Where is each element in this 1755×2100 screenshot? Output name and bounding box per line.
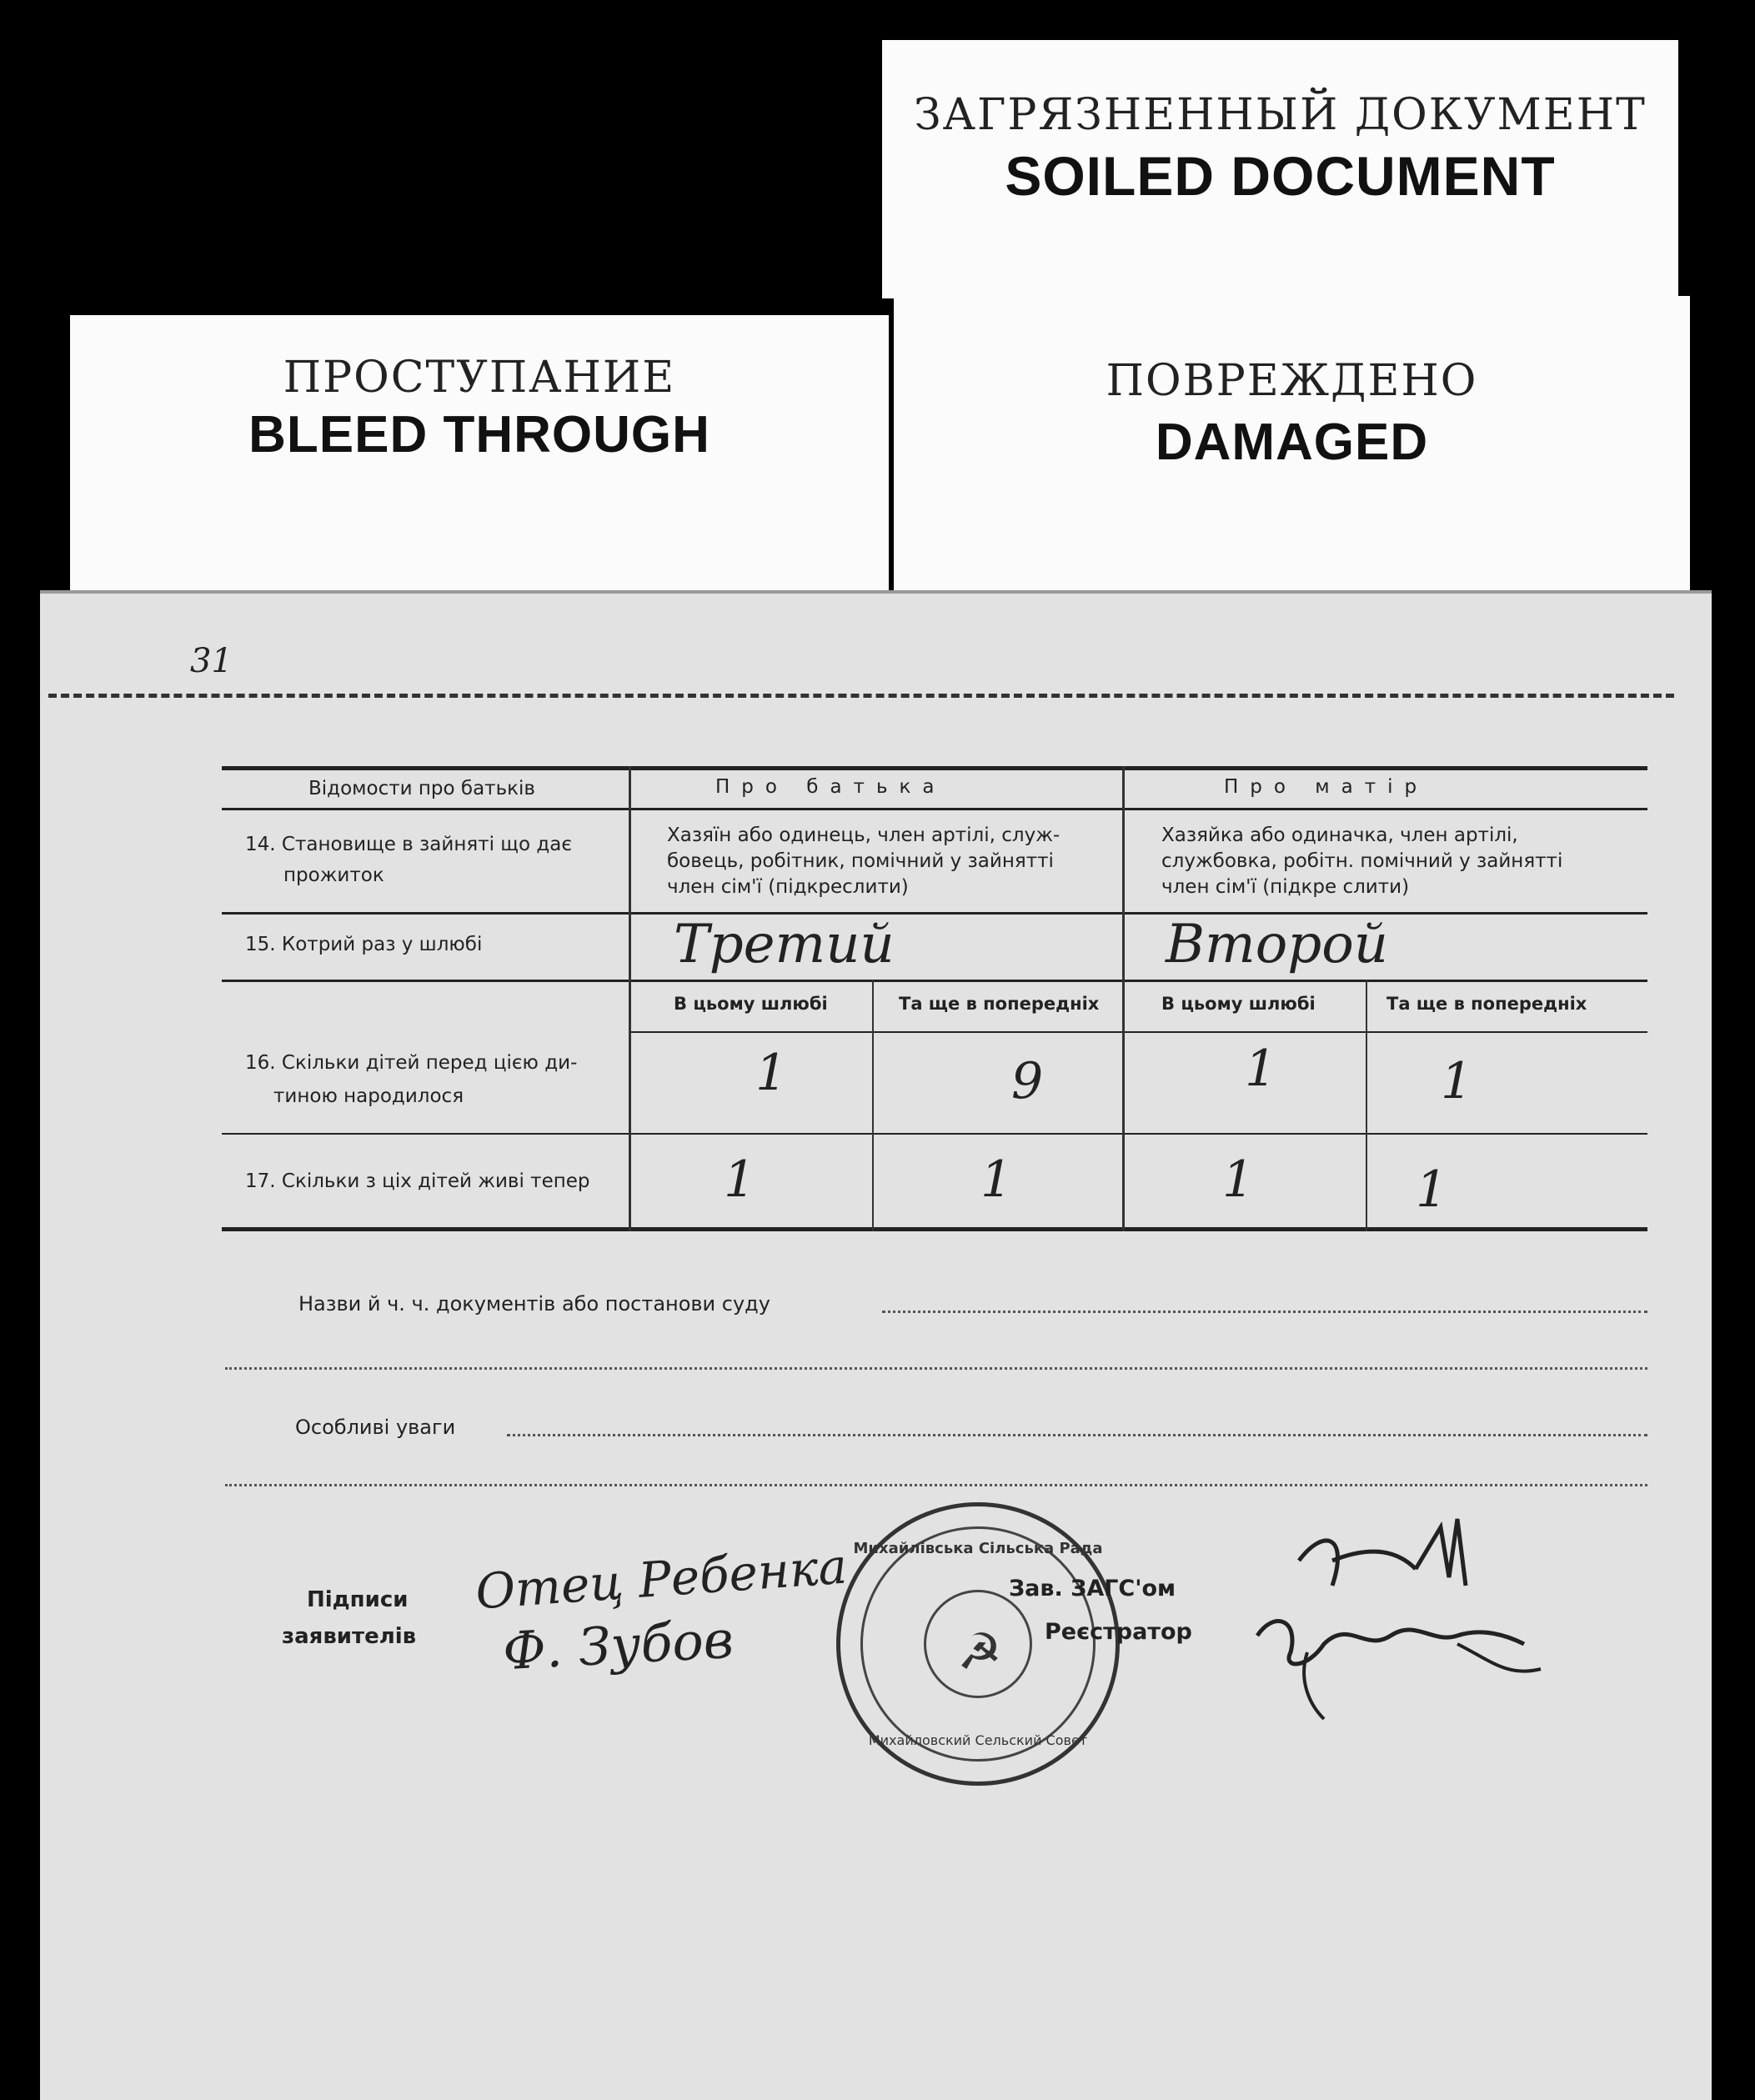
signatures-label-2: заявителів — [282, 1624, 417, 1649]
row14-mother-line3: член сім'ї (підкре слити) — [1161, 876, 1410, 898]
row14-father-line2: бовець, робітник, помічний у зайнятті — [667, 850, 1054, 872]
row14-father-options — [667, 823, 1060, 900]
bleed-ru-label: ПРОСТУПАНИЕ — [283, 353, 676, 403]
registrar-label: Реєстратор — [1045, 1619, 1192, 1645]
perforation-line — [48, 694, 1674, 698]
row14-mother-line1: Хазяйка або одиначка, член артілі, — [1161, 824, 1518, 846]
subheader-father-previous: Та ще в попередніх — [899, 994, 1100, 1014]
applicant-signature-1: Отец Ребенка — [474, 1537, 850, 1621]
row17-father-previous: 1 — [980, 1150, 1013, 1209]
documents-label: Назви й ч. ч. документів або постанови суду — [298, 1292, 770, 1316]
hammer-sickle-icon: ☭ — [957, 1623, 1002, 1682]
soiled-ru-label: ЗАГРЯЗНЕННЫЙ ДОКУМЕНТ — [914, 90, 1647, 140]
row15-mother-value: Второй — [1166, 914, 1388, 975]
row14-mother-line2: службовка, робітн. помічний у зайнятті — [1161, 850, 1563, 872]
bleed-through-card — [70, 315, 889, 603]
signatures-label: Підписи — [307, 1587, 409, 1612]
zags-head-label: Зав. ЗАГС'ом — [1009, 1576, 1176, 1601]
row14-label-2: прожиток — [283, 865, 384, 886]
row14-label: 14. Становище в зайняті що дає — [245, 834, 572, 855]
table-top-rule — [222, 766, 1647, 770]
bleed-en-label: BLEED THROUGH — [248, 406, 710, 464]
subheader-mother-current: В цьому шлюбі — [1161, 994, 1316, 1014]
soiled-document-card — [882, 40, 1678, 298]
row14-mother-options — [1161, 823, 1562, 900]
header-father: Про батька — [715, 776, 946, 798]
soiled-en-label: SOILED DOCUMENT — [1005, 145, 1556, 207]
row16-father-current: 1 — [755, 1044, 788, 1102]
row16-father-previous: 9 — [1011, 1052, 1044, 1110]
row15-label: 15. Котрий раз у шлюбі — [245, 934, 483, 955]
stamp-text-bottom: Михайловский Сельский Совет — [868, 1732, 1088, 1748]
header-mother: Про матір — [1224, 776, 1429, 798]
registration-form-page — [40, 590, 1712, 2100]
registrar-signatures — [1207, 1511, 1591, 1727]
header-parents-info: Відомости про батьків — [308, 778, 535, 799]
damaged-ru-label: ПОВРЕЖДЕНО — [1106, 356, 1478, 406]
row16-label: 16. Скільки дітей перед цією ди- — [245, 1052, 578, 1074]
row16-mother-previous: 1 — [1441, 1052, 1473, 1110]
remarks-label: Особливі уваги — [295, 1416, 456, 1439]
applicant-signature-2: Ф. Зубов — [501, 1608, 735, 1682]
row15-father-value: Третий — [674, 914, 895, 975]
subheader-mother-previous: Та ще в попередніх — [1386, 994, 1587, 1014]
stamp-text-top: Михайлівська Сільська Рада — [853, 1540, 1103, 1557]
row17-mother-previous: 1 — [1416, 1160, 1448, 1219]
row14-father-line3: член сім'ї (підкреслити) — [667, 876, 909, 898]
table-bottom-rule — [222, 1227, 1647, 1231]
row17-label: 17. Скільки з ціх дітей живі тепер — [245, 1170, 590, 1192]
row16-mother-current: 1 — [1245, 1040, 1277, 1098]
damaged-card — [894, 296, 1690, 604]
row17-mother-current: 1 — [1222, 1150, 1255, 1209]
row17-father-current: 1 — [724, 1150, 756, 1209]
corner-mark: 31 — [190, 642, 233, 680]
subheader-father-current: В цьому шлюбі — [674, 994, 828, 1014]
row14-father-line1: Хазяїн або одинець, член артілі, служ- — [667, 824, 1061, 846]
damaged-en-label: DAMAGED — [1155, 413, 1429, 471]
row16-label-2: тиною народилося — [273, 1085, 464, 1107]
